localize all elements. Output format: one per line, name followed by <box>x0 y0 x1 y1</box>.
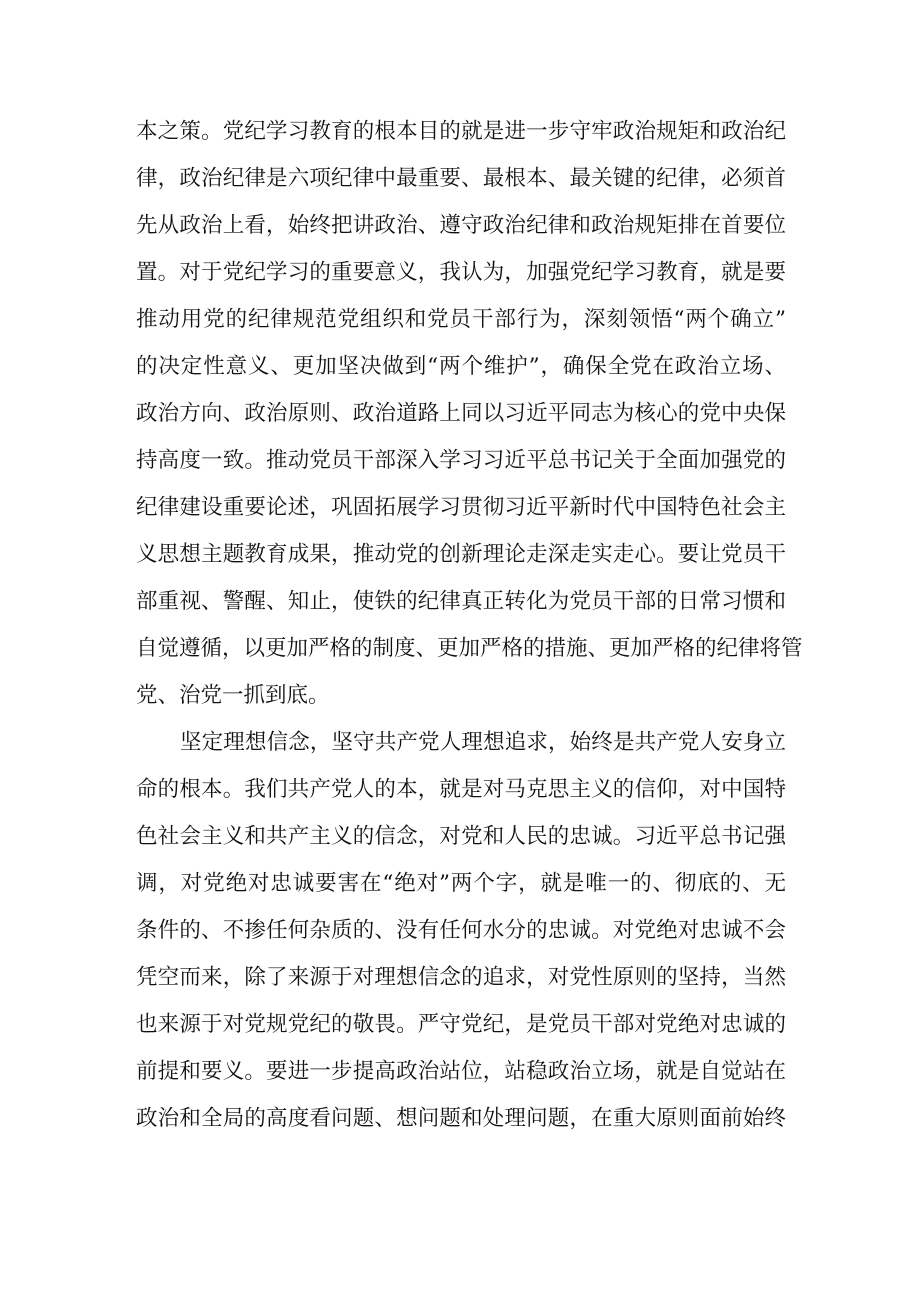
text-line: 持高度一致。推动党员干部深入学习习近平总书记关于全面加强党的 <box>136 448 786 473</box>
text-line: 坚定理想信念，坚守共产党人理想追求，始终是共产党人安身立 <box>180 730 786 755</box>
text-line: 纪律建设重要论述，巩固拓展学习贯彻习近平新时代中国特色社会主 <box>136 495 786 520</box>
paragraph-1 <box>136 108 803 719</box>
text-line: 政治方向、政治原则、政治道路上同以习近平同志为核心的党中央保 <box>136 401 786 426</box>
text-line: 部重视、警醒、知止，使铁的纪律真正转化为党员干部的日常习惯和 <box>136 589 786 614</box>
text-line: 调，对党绝对忠诚要害在“绝对”两个字，就是唯一的、彻底的、无 <box>136 871 786 896</box>
text-line: 也来源于对党规党纪的敬畏。严守党纪，是党员干部对党绝对忠诚的 <box>136 1012 786 1037</box>
text-line: 条件的、不掺任何杂质的、没有任何水分的忠诚。对党绝对忠诚不会 <box>136 918 786 943</box>
text-line: 自觉遵循，以更加严格的制度、更加严格的措施、更加严格的纪律将管 <box>136 636 803 661</box>
text-line: 前提和要义。要进一步提高政治站位，站稳政治立场，就是自觉站在 <box>136 1059 786 1084</box>
text-line: 色社会主义和共产主义的信念，对党和人民的忠诚。习近平总书记强 <box>136 824 786 849</box>
text-line: 先从政治上看，始终把讲政治、遵守政治纪律和政治规矩排在首要位 <box>136 213 786 238</box>
text-line: 凭空而来，除了来源于对理想信念的追求，对党性原则的坚持，当然 <box>136 965 786 990</box>
text-line: 政治和全局的高度看问题、想问题和处理问题，在重大原则面前始终 <box>136 1106 786 1131</box>
text-line: 置。对于党纪学习的重要意义，我认为，加强党纪学习教育，就是要 <box>136 260 786 285</box>
text-line: 律，政治纪律是六项纪律中最重要、最根本、最关键的纪律，必须首 <box>136 166 786 191</box>
text-line: 推动用党的纪律规范党组织和党员干部行为，深刻领悟“两个确立” <box>136 307 786 332</box>
document-body <box>136 108 803 1142</box>
text-line: 命的根本。我们共产党人的本，就是对马克思主义的信仰，对中国特 <box>136 777 786 802</box>
text-line: 党、治党一抓到底。 <box>136 683 330 708</box>
paragraph-2 <box>136 719 786 1142</box>
text-line: 本之策。党纪学习教育的根本目的就是进一步守牢政治规矩和政治纪 <box>136 119 786 144</box>
text-line: 义思想主题教育成果，推动党的创新理论走深走实走心。要让党员干 <box>136 542 786 567</box>
text-line: 的决定性意义、更加坚决做到“两个维护”，确保全党在政治立场、 <box>136 354 786 379</box>
